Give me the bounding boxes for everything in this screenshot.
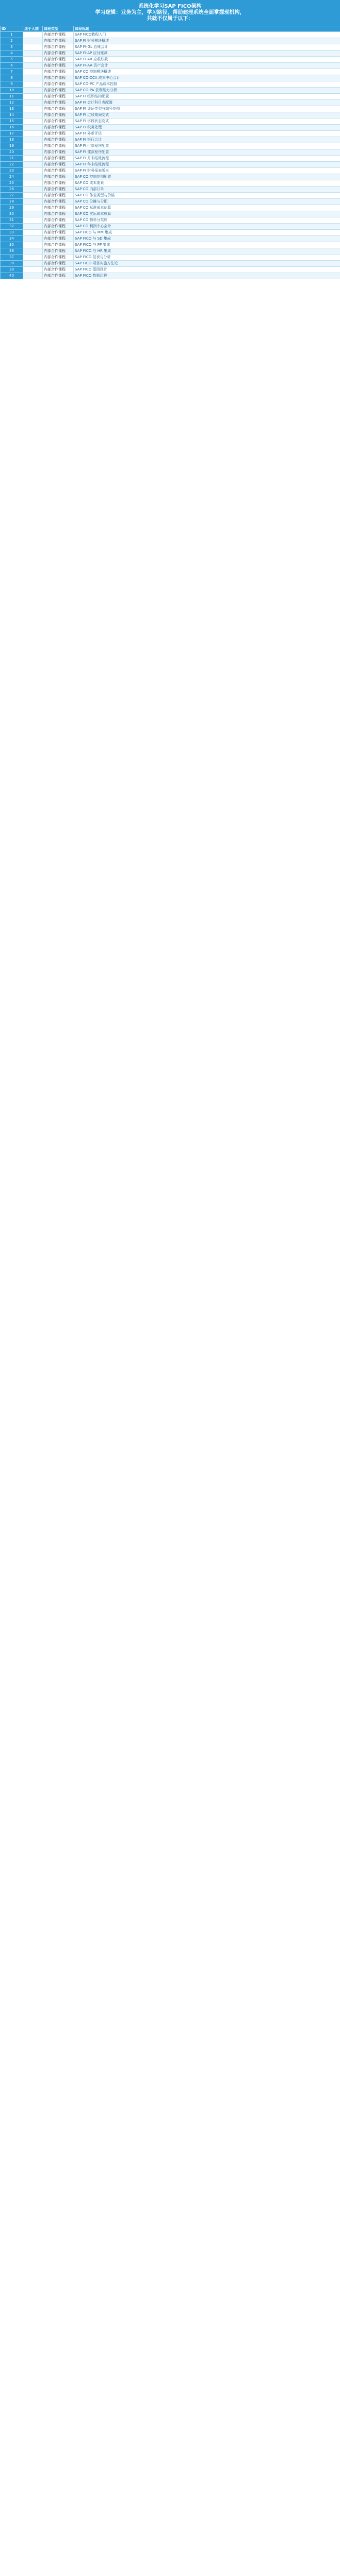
- row-id-cell: 4: [1, 50, 23, 57]
- row-audience-cell: [23, 118, 43, 125]
- row-audience-cell: [23, 267, 43, 273]
- row-type-cell: 内部合作课程: [43, 125, 74, 131]
- row-type-cell: 内部合作课程: [43, 168, 74, 174]
- table-row: [1, 38, 340, 44]
- row-audience-cell: [23, 100, 43, 106]
- row-type-cell: 内部合作课程: [43, 44, 74, 50]
- row-title-cell: SAP FICO 数据迁移: [74, 273, 340, 279]
- row-audience-cell: [23, 50, 43, 57]
- row-title-cell: SAP CO 物料分类账: [74, 217, 340, 224]
- row-type-cell: 内部合作课程: [43, 106, 74, 112]
- table-header-row: [1, 26, 340, 32]
- row-id-cell: 35: [1, 242, 23, 248]
- row-audience-cell: [23, 193, 43, 199]
- table-row: [1, 193, 340, 199]
- row-type-cell: 内部合作课程: [43, 236, 74, 242]
- row-title-cell: SAP FICO 项目实施方法论: [74, 261, 340, 267]
- row-type-cell: 内部合作课程: [43, 255, 74, 261]
- table-row: [1, 32, 340, 38]
- table-row: [1, 94, 340, 100]
- row-id-cell: 6: [1, 63, 23, 69]
- row-audience-cell: [23, 143, 43, 149]
- row-title-cell: SAP FICO 与 MM 集成: [74, 230, 340, 236]
- row-audience-cell: [23, 137, 43, 143]
- row-audience-cell: [23, 81, 43, 88]
- row-audience-cell: [23, 248, 43, 255]
- row-id-cell: 9: [1, 81, 23, 88]
- row-id-cell: 27: [1, 193, 23, 199]
- row-audience-cell: [23, 106, 43, 112]
- row-id-cell: 34: [1, 236, 23, 242]
- row-id-cell: 26: [1, 187, 23, 193]
- column-header-title: 课程标题: [74, 26, 340, 32]
- table-row: [1, 69, 340, 75]
- row-id-cell: 19: [1, 143, 23, 149]
- row-title-cell: SAP FI 字段状态变式: [74, 118, 340, 125]
- table-row: [1, 273, 340, 279]
- row-title-cell: SAP CO 实际成本核算: [74, 211, 340, 217]
- row-type-cell: 内部合作课程: [43, 224, 74, 230]
- row-title-cell: SAP FI 财务模块概述: [74, 38, 340, 44]
- table-row: [1, 44, 340, 50]
- row-audience-cell: [23, 112, 43, 118]
- table-row: [1, 88, 340, 94]
- row-type-cell: 内部合作课程: [43, 94, 74, 100]
- table-row: [1, 63, 340, 69]
- row-id-cell: 31: [1, 217, 23, 224]
- row-id-cell: 21: [1, 156, 23, 162]
- banner-line-1: 系统化学习SAP FICO架构: [138, 4, 202, 9]
- row-audience-cell: [23, 180, 43, 187]
- row-title-cell: SAP FICO 报表与分析: [74, 255, 340, 261]
- row-audience-cell: [23, 44, 43, 50]
- row-type-cell: 内部合作课程: [43, 143, 74, 149]
- row-id-cell: 2: [1, 38, 23, 44]
- table-row: [1, 248, 340, 255]
- row-id-cell: 18: [1, 137, 23, 143]
- table-row: [1, 242, 340, 248]
- row-type-cell: 内部合作课程: [43, 248, 74, 255]
- row-id-cell: 33: [1, 230, 23, 236]
- row-title-cell: SAP FI-AP 应付账款: [74, 50, 340, 57]
- row-id-cell: 32: [1, 224, 23, 230]
- row-title-cell: SAP FI 银行会计: [74, 137, 340, 143]
- row-type-cell: 内部合作课程: [43, 81, 74, 88]
- row-id-cell: 12: [1, 100, 23, 106]
- table-row: [1, 180, 340, 187]
- row-title-cell: SAP FI 年末结账流程: [74, 162, 340, 168]
- row-id-cell: 8: [1, 75, 23, 81]
- banner-line-3: 共就不仅属于以下：: [147, 16, 193, 22]
- table-row: [1, 217, 340, 224]
- table-row: [1, 205, 340, 211]
- row-audience-cell: [23, 131, 43, 137]
- row-title-cell: SAP FI-AR 应收账款: [74, 57, 340, 63]
- table-row: [1, 174, 340, 180]
- row-title-cell: SAP CO 成本要素: [74, 180, 340, 187]
- row-id-cell: 22: [1, 162, 23, 168]
- row-type-cell: 内部合作课程: [43, 267, 74, 273]
- row-id-cell: 28: [1, 199, 23, 205]
- row-type-cell: 内部合作课程: [43, 205, 74, 211]
- table-row: [1, 236, 340, 242]
- table-row: [1, 131, 340, 137]
- table-row: [1, 81, 340, 88]
- row-title-cell: SAP FICO 与 HR 集成: [74, 248, 340, 255]
- row-type-cell: 内部合作课程: [43, 217, 74, 224]
- row-title-cell: SAP FI-GL 总账会计: [74, 44, 340, 50]
- table-row: [1, 137, 340, 143]
- row-type-cell: 内部合作课程: [43, 100, 74, 106]
- row-type-cell: 内部合作课程: [43, 199, 74, 205]
- row-title-cell: SAP FI 过账期间变式: [74, 112, 340, 118]
- row-id-cell: 40: [1, 273, 23, 279]
- row-type-cell: 内部合作课程: [43, 162, 74, 168]
- table-row: [1, 255, 340, 261]
- course-table: [0, 26, 340, 279]
- row-title-cell: SAP FICO 与 PP 集成: [74, 242, 340, 248]
- row-audience-cell: [23, 205, 43, 211]
- row-title-cell: SAP FICO教程入门: [74, 32, 340, 38]
- row-id-cell: 20: [1, 149, 23, 156]
- row-audience-cell: [23, 168, 43, 174]
- row-id-cell: 10: [1, 88, 23, 94]
- table-row: [1, 224, 340, 230]
- row-audience-cell: [23, 162, 43, 168]
- row-audience-cell: [23, 255, 43, 261]
- row-id-cell: 36: [1, 248, 23, 255]
- row-title-cell: SAP CO 作业类型与价格: [74, 193, 340, 199]
- row-type-cell: 内部合作课程: [43, 273, 74, 279]
- table-row: [1, 261, 340, 267]
- row-title-cell: SAP FI 催款程序配置: [74, 149, 340, 156]
- column-header-audience: 适于人群: [23, 26, 43, 32]
- row-id-cell: 1: [1, 32, 23, 38]
- row-type-cell: 内部合作课程: [43, 187, 74, 193]
- table-row: [1, 199, 340, 205]
- row-audience-cell: [23, 211, 43, 217]
- row-id-cell: 7: [1, 69, 23, 75]
- table-row: [1, 50, 340, 57]
- row-audience-cell: [23, 187, 43, 193]
- row-title-cell: SAP CO 控制范围配置: [74, 174, 340, 180]
- row-type-cell: 内部合作课程: [43, 261, 74, 267]
- row-id-cell: 24: [1, 174, 23, 180]
- row-audience-cell: [23, 94, 43, 100]
- banner-line-2: 学习逻辑：业务为主，学习路径，帮助建理系统全面掌握现机构，: [95, 10, 245, 15]
- row-type-cell: 内部合作课程: [43, 230, 74, 236]
- row-title-cell: SAP FI-AA 资产会计: [74, 63, 340, 69]
- table-row: [1, 211, 340, 217]
- table-row: [1, 168, 340, 174]
- row-title-cell: SAP FI 组织结构配置: [74, 94, 340, 100]
- table-row: [1, 149, 340, 156]
- row-title-cell: SAP FI 月末结账流程: [74, 156, 340, 162]
- row-type-cell: 内部合作课程: [43, 242, 74, 248]
- row-type-cell: 内部合作课程: [43, 32, 74, 38]
- row-audience-cell: [23, 174, 43, 180]
- row-id-cell: 16: [1, 125, 23, 131]
- row-audience-cell: [23, 75, 43, 81]
- table-row: [1, 187, 340, 193]
- row-type-cell: 内部合作课程: [43, 211, 74, 217]
- row-audience-cell: [23, 57, 43, 63]
- table-row: [1, 267, 340, 273]
- row-title-cell: SAP FI 税务处理: [74, 125, 340, 131]
- row-title-cell: SAP CO 标准成本估算: [74, 205, 340, 211]
- row-title-cell: SAP FI 凭证类型与编号范围: [74, 106, 340, 112]
- row-type-cell: 内部合作课程: [43, 112, 74, 118]
- row-id-cell: 3: [1, 44, 23, 50]
- row-audience-cell: [23, 149, 43, 156]
- row-type-cell: 内部合作课程: [43, 137, 74, 143]
- column-header-type: 课程类型: [43, 26, 74, 32]
- table-row: [1, 118, 340, 125]
- row-title-cell: SAP CO 内部订单: [74, 187, 340, 193]
- header-banner: [0, 0, 340, 26]
- table-row: [1, 100, 340, 106]
- row-id-cell: 38: [1, 261, 23, 267]
- row-id-cell: 30: [1, 211, 23, 217]
- table-row: [1, 230, 340, 236]
- row-type-cell: 内部合作课程: [43, 149, 74, 156]
- table-row: [1, 57, 340, 63]
- row-type-cell: 内部合作课程: [43, 180, 74, 187]
- row-id-cell: 15: [1, 118, 23, 125]
- row-audience-cell: [23, 230, 43, 236]
- row-id-cell: 14: [1, 112, 23, 118]
- row-type-cell: 内部合作课程: [43, 156, 74, 162]
- row-title-cell: SAP CO 分摊与分配: [74, 199, 340, 205]
- row-audience-cell: [23, 273, 43, 279]
- row-audience-cell: [23, 261, 43, 267]
- row-title-cell: SAP CO 利润中心会计: [74, 224, 340, 230]
- row-type-cell: 内部合作课程: [43, 75, 74, 81]
- row-audience-cell: [23, 156, 43, 162]
- row-id-cell: 25: [1, 180, 23, 187]
- row-type-cell: 内部合作课程: [43, 57, 74, 63]
- row-type-cell: 内部合作课程: [43, 118, 74, 125]
- row-audience-cell: [23, 236, 43, 242]
- row-title-cell: SAP FI 财务报表版本: [74, 168, 340, 174]
- row-type-cell: 内部合作课程: [43, 63, 74, 69]
- row-title-cell: SAP CO-CCA 成本中心会计: [74, 75, 340, 81]
- table-row: [1, 156, 340, 162]
- row-type-cell: 内部合作课程: [43, 50, 74, 57]
- row-title-cell: SAP FICO 蓝图设计: [74, 267, 340, 273]
- row-type-cell: 内部合作课程: [43, 174, 74, 180]
- row-type-cell: 内部合作课程: [43, 131, 74, 137]
- row-title-cell: SAP FI 外币评估: [74, 131, 340, 137]
- row-audience-cell: [23, 63, 43, 69]
- row-type-cell: 内部合作课程: [43, 88, 74, 94]
- row-audience-cell: [23, 38, 43, 44]
- row-id-cell: 29: [1, 205, 23, 211]
- table-row: [1, 125, 340, 131]
- row-audience-cell: [23, 32, 43, 38]
- row-id-cell: 17: [1, 131, 23, 137]
- row-id-cell: 39: [1, 267, 23, 273]
- row-id-cell: 5: [1, 57, 23, 63]
- row-title-cell: SAP FI 会计科目表配置: [74, 100, 340, 106]
- row-title-cell: SAP CO-PA 获利能力分析: [74, 88, 340, 94]
- table-row: [1, 106, 340, 112]
- document-sheet: [0, 0, 340, 279]
- row-type-cell: 内部合作课程: [43, 38, 74, 44]
- row-id-cell: 37: [1, 255, 23, 261]
- row-audience-cell: [23, 88, 43, 94]
- row-id-cell: 13: [1, 106, 23, 112]
- row-audience-cell: [23, 69, 43, 75]
- column-header-id: ID: [1, 26, 23, 32]
- table-row: [1, 75, 340, 81]
- row-audience-cell: [23, 224, 43, 230]
- row-title-cell: SAP CO 控制模块概述: [74, 69, 340, 75]
- table-row: [1, 112, 340, 118]
- row-id-cell: 11: [1, 94, 23, 100]
- row-title-cell: SAP FI 付款程序配置: [74, 143, 340, 149]
- row-audience-cell: [23, 199, 43, 205]
- row-title-cell: SAP CO-PC 产品成本控制: [74, 81, 340, 88]
- row-audience-cell: [23, 242, 43, 248]
- row-audience-cell: [23, 217, 43, 224]
- row-type-cell: 内部合作课程: [43, 69, 74, 75]
- table-row: [1, 143, 340, 149]
- row-type-cell: 内部合作课程: [43, 193, 74, 199]
- table-row: [1, 162, 340, 168]
- row-audience-cell: [23, 125, 43, 131]
- row-id-cell: 23: [1, 168, 23, 174]
- row-title-cell: SAP FICO 与 SD 集成: [74, 236, 340, 242]
